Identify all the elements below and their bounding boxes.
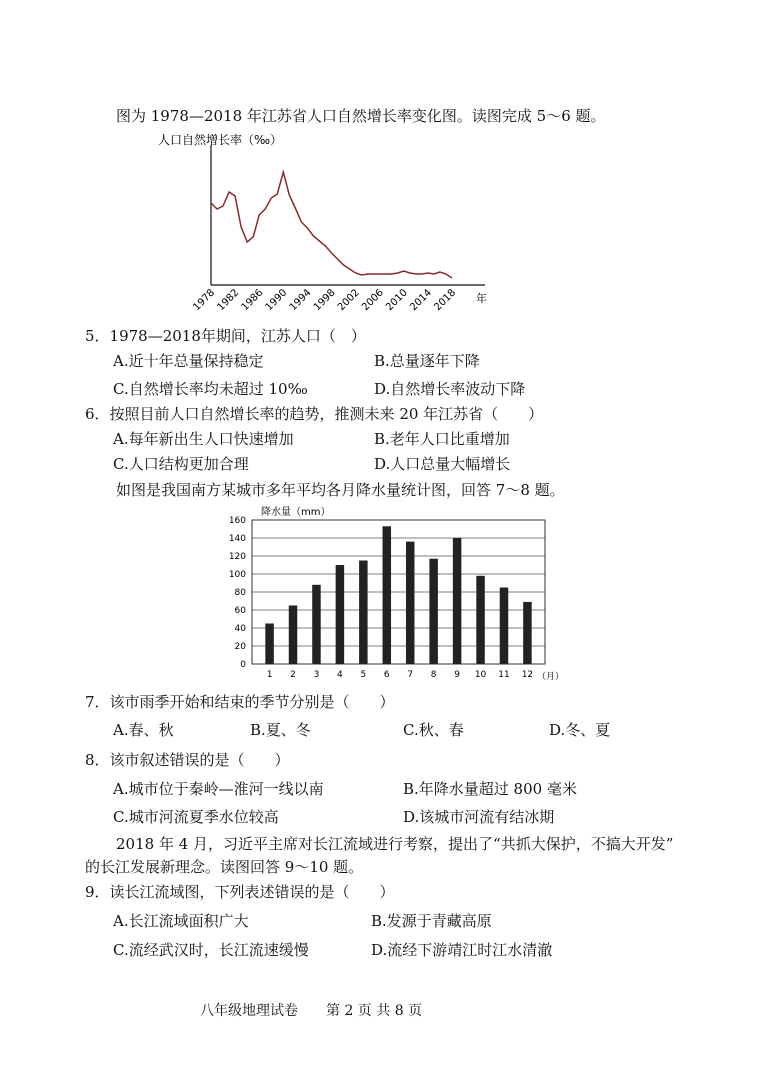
- chart1-x-tick-label: 2014: [408, 287, 435, 314]
- chart2-x-tick-label: 5: [360, 670, 367, 680]
- chart2-y-tick-label: 140: [228, 534, 246, 544]
- q9-option-d: D.流经下游靖江时江水清澈: [371, 941, 553, 959]
- chart2-x-tick-label: 7: [407, 670, 414, 680]
- chart2-y-tick-label: 40: [234, 624, 246, 634]
- chart2-y-tick-label: 60: [234, 606, 246, 616]
- population-growth-chart: [150, 130, 490, 315]
- q6-stem: 6．按照目前人口自然增长率的趋势，推测未来 20 年江苏省（ ）: [85, 405, 544, 423]
- q9-option-c: C.流经武汉时，长江流速缓慢: [113, 941, 309, 959]
- chart2-bar: [336, 565, 345, 664]
- chart2-bar: [359, 561, 368, 665]
- intro-text-3-line1: 2018 年 4 月，习近平主席对长江流域进行考察，提出了“共抓大保护，不搞大开发”: [116, 835, 674, 853]
- q9-option-a: A.长江流域面积广大: [113, 912, 249, 930]
- chart2-x-tick-label: 12: [521, 670, 534, 680]
- chart2-x-tick-label: 9: [454, 670, 460, 680]
- chart1-x-tick-label: 1978: [191, 287, 218, 314]
- q5-option-d: D.自然增长率波动下降: [374, 380, 526, 398]
- intro-text-3-line2: 的长江发展新理念。读图回答 9～10 题。: [85, 858, 364, 876]
- q5-option-a: A.近十年总量保持稳定: [113, 352, 264, 370]
- q6-option-b: B.老年人口比重增加: [374, 430, 510, 448]
- chart2-bar: [523, 602, 532, 664]
- q5-stem: 5．1978—2018年期间，江苏人口（ ）: [85, 327, 366, 345]
- q8-option-c: C.城市河流夏季水位较高: [113, 808, 279, 826]
- chart2-bar: [453, 538, 462, 664]
- chart1-ylabel: 人口自然增长率（‰）: [158, 133, 283, 147]
- chart2-bar: [289, 606, 298, 665]
- chart1-x-tick-label: 1994: [287, 287, 314, 314]
- chart2-bar: [265, 624, 274, 665]
- chart2-bar: [476, 576, 485, 664]
- chart2-x-tick-label: 4: [337, 670, 343, 680]
- q8-option-b: B.年降水量超过 800 毫米: [403, 780, 577, 798]
- q5-option-c: C.自然增长率均未超过 10‰: [113, 380, 308, 398]
- chart1-series-line: [211, 172, 452, 278]
- chart2-x-tick-label: 11: [498, 670, 510, 680]
- q8-option-a: A.城市位于秦岭—淮河一线以南: [113, 780, 324, 798]
- chart2-bar: [312, 585, 321, 664]
- chart2-bar: [429, 559, 438, 664]
- chart2-x-tick-label: 8: [430, 670, 437, 680]
- chart1-xlabel: 年: [476, 292, 487, 305]
- chart2-x-tick-label: 6: [383, 670, 390, 680]
- q7-stem: 7．该市雨季开始和结束的季节分别是（ ）: [85, 693, 395, 711]
- intro-text-1: 图为 1978—2018 年江苏省人口自然增长率变化图。读图完成 5～6 题。: [116, 107, 606, 125]
- chart2-x-tick-label: 2: [290, 670, 296, 680]
- chart1-x-tick-label: 2002: [335, 287, 362, 314]
- q7-option-a: A.春、秋: [113, 721, 174, 739]
- chart1-x-tick-label: 1986: [239, 287, 266, 314]
- chart2-y-tick-label: 80: [234, 588, 246, 598]
- chart1-x-tick-label: 1990: [263, 287, 290, 314]
- q6-option-d: D.人口总量大幅增长: [374, 455, 511, 473]
- chart2-bar: [406, 542, 415, 664]
- chart1-x-tick-label: 2006: [360, 287, 386, 314]
- chart2-x-tick-label: 1: [266, 670, 273, 680]
- q8-stem: 8．该市叙述错误的是（ ）: [85, 751, 290, 769]
- chart1-x-tick-label: 1998: [311, 287, 338, 314]
- chart2-y-tick-label: 20: [234, 642, 246, 652]
- q7-option-c: C.秋、春: [403, 721, 464, 739]
- q9-stem: 9．读长江流域图，下列表述错误的是（ ）: [85, 883, 395, 901]
- q6-option-a: A.每年新出生人口快速增加: [113, 430, 294, 448]
- chart2-ylabel: 降水量（mm）: [261, 507, 331, 518]
- q6-option-c: C.人口结构更加合理: [113, 455, 249, 473]
- page-footer: 八年级地理试卷 第 2 页 共 8 页: [200, 1003, 423, 1019]
- chart2-x-tick-label: 3: [313, 670, 320, 680]
- q7-option-d: D.冬、夏: [549, 721, 611, 739]
- chart2-y-tick-label: 120: [228, 552, 246, 562]
- chart2-xlabel: （月）: [537, 672, 565, 682]
- chart2-y-tick-label: 100: [228, 570, 246, 580]
- chart1-x-tick-label: 2010: [384, 287, 410, 314]
- chart1-x-tick-label: 1982: [215, 287, 242, 314]
- chart2-x-tick-label: 10: [474, 670, 487, 680]
- chart2-y-tick-label: 160: [228, 516, 246, 526]
- q5-option-b: B.总量逐年下降: [374, 352, 480, 370]
- intro-text-2: 如图是我国南方某城市多年平均各月降水量统计图，回答 7～8 题。: [116, 481, 565, 499]
- precipitation-chart: [225, 503, 570, 685]
- q9-option-b: B.发源于青藏高原: [371, 912, 492, 930]
- q8-option-d: D.该城市河流有结冰期: [403, 808, 555, 826]
- chart2-y-tick-label: 0: [240, 660, 246, 670]
- chart1-x-tick-label: 2018: [432, 287, 459, 314]
- chart2-bar: [383, 526, 392, 664]
- q7-option-b: B.夏、冬: [250, 721, 311, 739]
- chart2-bar: [500, 588, 509, 665]
